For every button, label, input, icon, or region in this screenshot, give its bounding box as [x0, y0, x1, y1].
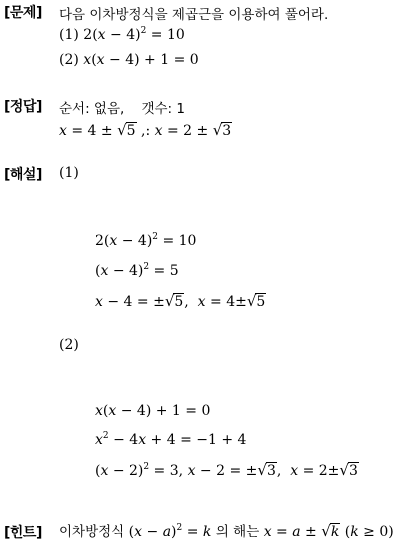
answer-values: x = 4 ± √5 ,: x = 2 ± √3 [59, 121, 232, 139]
explanation-2-step-2: $x^2 - 4x + 4 = -1 + 4$ [95, 431, 247, 448]
problem-item-1-number: (1) [59, 27, 79, 43]
explanation-1-step-1: $2(x - 4)^2 = 10$ [95, 232, 197, 249]
answer-label: [정답] [4, 99, 42, 115]
problem-item-2-number: (2) [59, 52, 79, 68]
explanation-1-step-2: $(x - 4)^2 = 5$ [95, 262, 179, 279]
problem-item-2: (2) x(x − 4) + 1 = 0 [59, 52, 199, 68]
explanation-2-step-3: $(x - 2)^2 = 3$, x − 2 = ±√3, x = 2±√3 [95, 461, 358, 479]
problem-item-1: (1) $2(x - 4)^2 = 10$ [59, 26, 185, 43]
hint-text: 이차방정식 $(x - a)^2 = k$ 의 해는 x = a ± √k (k ≥ 0) [59, 522, 394, 540]
problem-label: [문제] [4, 5, 42, 21]
explanation-part-1: (1) [59, 165, 79, 181]
explanation-label: [해설] [4, 167, 42, 183]
hint-prefix: 이차방정식 [59, 524, 125, 540]
hint-label: [힌트] [4, 525, 42, 541]
explanation-2-step-1: x(x − 4) + 1 = 0 [95, 403, 211, 419]
hint-middle: 의 해는 [215, 524, 260, 540]
explanation-part-2: (2) [59, 337, 79, 353]
answer-separator: ,: [136, 123, 155, 139]
answer-meta: 순서: 없음, 갯수: 1 [59, 101, 185, 117]
explanation-1-step-3: x − 4 = ±√5, x = 4±√5 [95, 292, 266, 310]
problem-prompt: 다음 이차방정식을 제곱근을 이용하여 풀어라. [59, 7, 329, 23]
